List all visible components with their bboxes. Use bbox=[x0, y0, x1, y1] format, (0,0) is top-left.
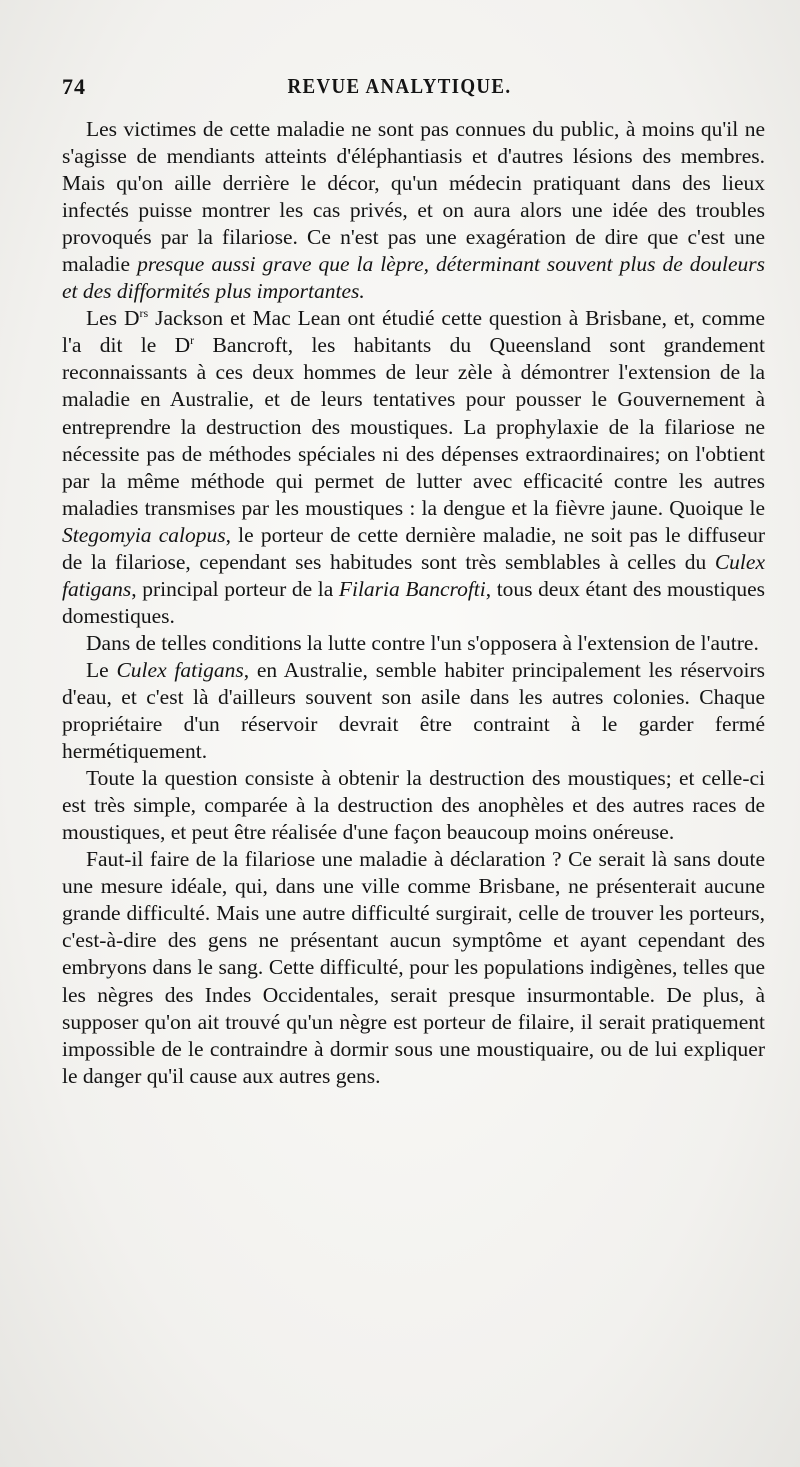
text-run: Toute la question consiste à obtenir la destruction des moustiques; et celle-ci est très simple, comparée à la destruction des anophèles et des autres races de moustiques, et peut être réalisée d'une façon beaucoup moins onéreuse. bbox=[62, 766, 765, 845]
text-run: Bancroft, les habitants du Queensland sont grandement reconnaissants à ces deux hommes de leur zèle à démontrer l'extension de la maladie en Australie, et de leurs tentatives pour pousser le Gouvernement à entreprendre la destruction des moustiques. La prophylaxie de la filariose ne nécessite pas de méthodes spéciales ni des dépenses extraordinaires; on l'obtient par la même méthode qui permet de lutter avec efficacité contre les autres maladies transmises par les moustiques : la dengue et la fièvre jaune. Quoique le bbox=[62, 333, 765, 520]
page-header bbox=[62, 74, 737, 108]
italic-text: Filaria Bancrofti bbox=[338, 576, 486, 601]
text-run: Dans de telles conditions la lutte contre l'un s'opposera à l'extension de l'autre. bbox=[86, 630, 759, 655]
text-run: Les victimes de cette maladie ne sont pas connues du public, à moins qu'il ne s'agisse de mendiants atteints d'éléphantiasis et d'autres lésions des membres. Mais qu'on aille derrière le décor, qu'un médecin pratiquant dans des lieux infectés puisse montrer les cas privés, et on aura alors une idée des troubles provoqués par la filariose. Ce n'est pas une exagération de dire que c'est une maladie bbox=[62, 117, 765, 277]
paragraph bbox=[62, 116, 765, 305]
text-run: Jackson et Mac Lean ont étudié cette question à Brisbane, et, comme l'a dit le D bbox=[62, 306, 765, 358]
text-run: , en Australie, semble habiter principalement les réservoirs d'eau, et c'est là d'ailleurs souvent son asile dans les autres colonies. Chaque propriétaire d'un réservoir devrait être contraint à le garder fermé hermétiquement. bbox=[62, 657, 766, 764]
superscript: r bbox=[190, 333, 195, 348]
italic-text: Stegomyia calopus bbox=[62, 522, 226, 547]
paragraph bbox=[62, 630, 765, 657]
text-run: , tous deux étant des moustiques domestiques. bbox=[62, 576, 765, 628]
paragraph bbox=[62, 846, 765, 1089]
text-run: Faut-il faire de la filariose une maladie à déclaration ? Ce serait là sans doute une mesure idéale, qui, dans une ville comme Brisbane, ne présenterait aucune grande difficulté. Mais une autre difficulté surgirait, celle de trouver les porteurs, c'est-à-dire des gens ne présentant aucun symptôme et ayant cependant des embryons dans le sang. Cette difficulté, pour les populations indigènes, telles que les nègres des Indes Occidentales, serait presque insurmontable. De plus, à supposer qu'on ait trouvé qu'un nègre est porteur de filaire, il serait pratiquement impossible de le contraindre à dormir sous une moustiquaire, ou de lui expliquer le danger qu'il cause aux autres gens. bbox=[62, 847, 765, 1088]
italic-text: Culex fatigans bbox=[62, 549, 765, 601]
text-run: , principal porteur de la bbox=[131, 576, 339, 601]
running-title: REVUE ANALYTIQUE. bbox=[287, 74, 512, 98]
superscript: rs bbox=[139, 306, 149, 321]
italic-text: Culex fatigans bbox=[116, 657, 244, 682]
text-run: , le porteur de cette dernière maladie, ne soit pas le diffuseur de la filariose, cependant ses habitudes sont très semblables à celles du bbox=[62, 522, 765, 574]
article-body bbox=[62, 116, 765, 1090]
paragraph bbox=[62, 305, 765, 630]
paragraph bbox=[62, 765, 765, 846]
text-run: Les D bbox=[86, 306, 140, 331]
page-number: 74 bbox=[62, 74, 86, 99]
paragraph bbox=[62, 657, 765, 765]
text-run: Le bbox=[86, 657, 117, 682]
italic-text: presque aussi grave que la lèpre, déterminant souvent plus de douleurs et des difformités plus importantes. bbox=[62, 252, 765, 304]
